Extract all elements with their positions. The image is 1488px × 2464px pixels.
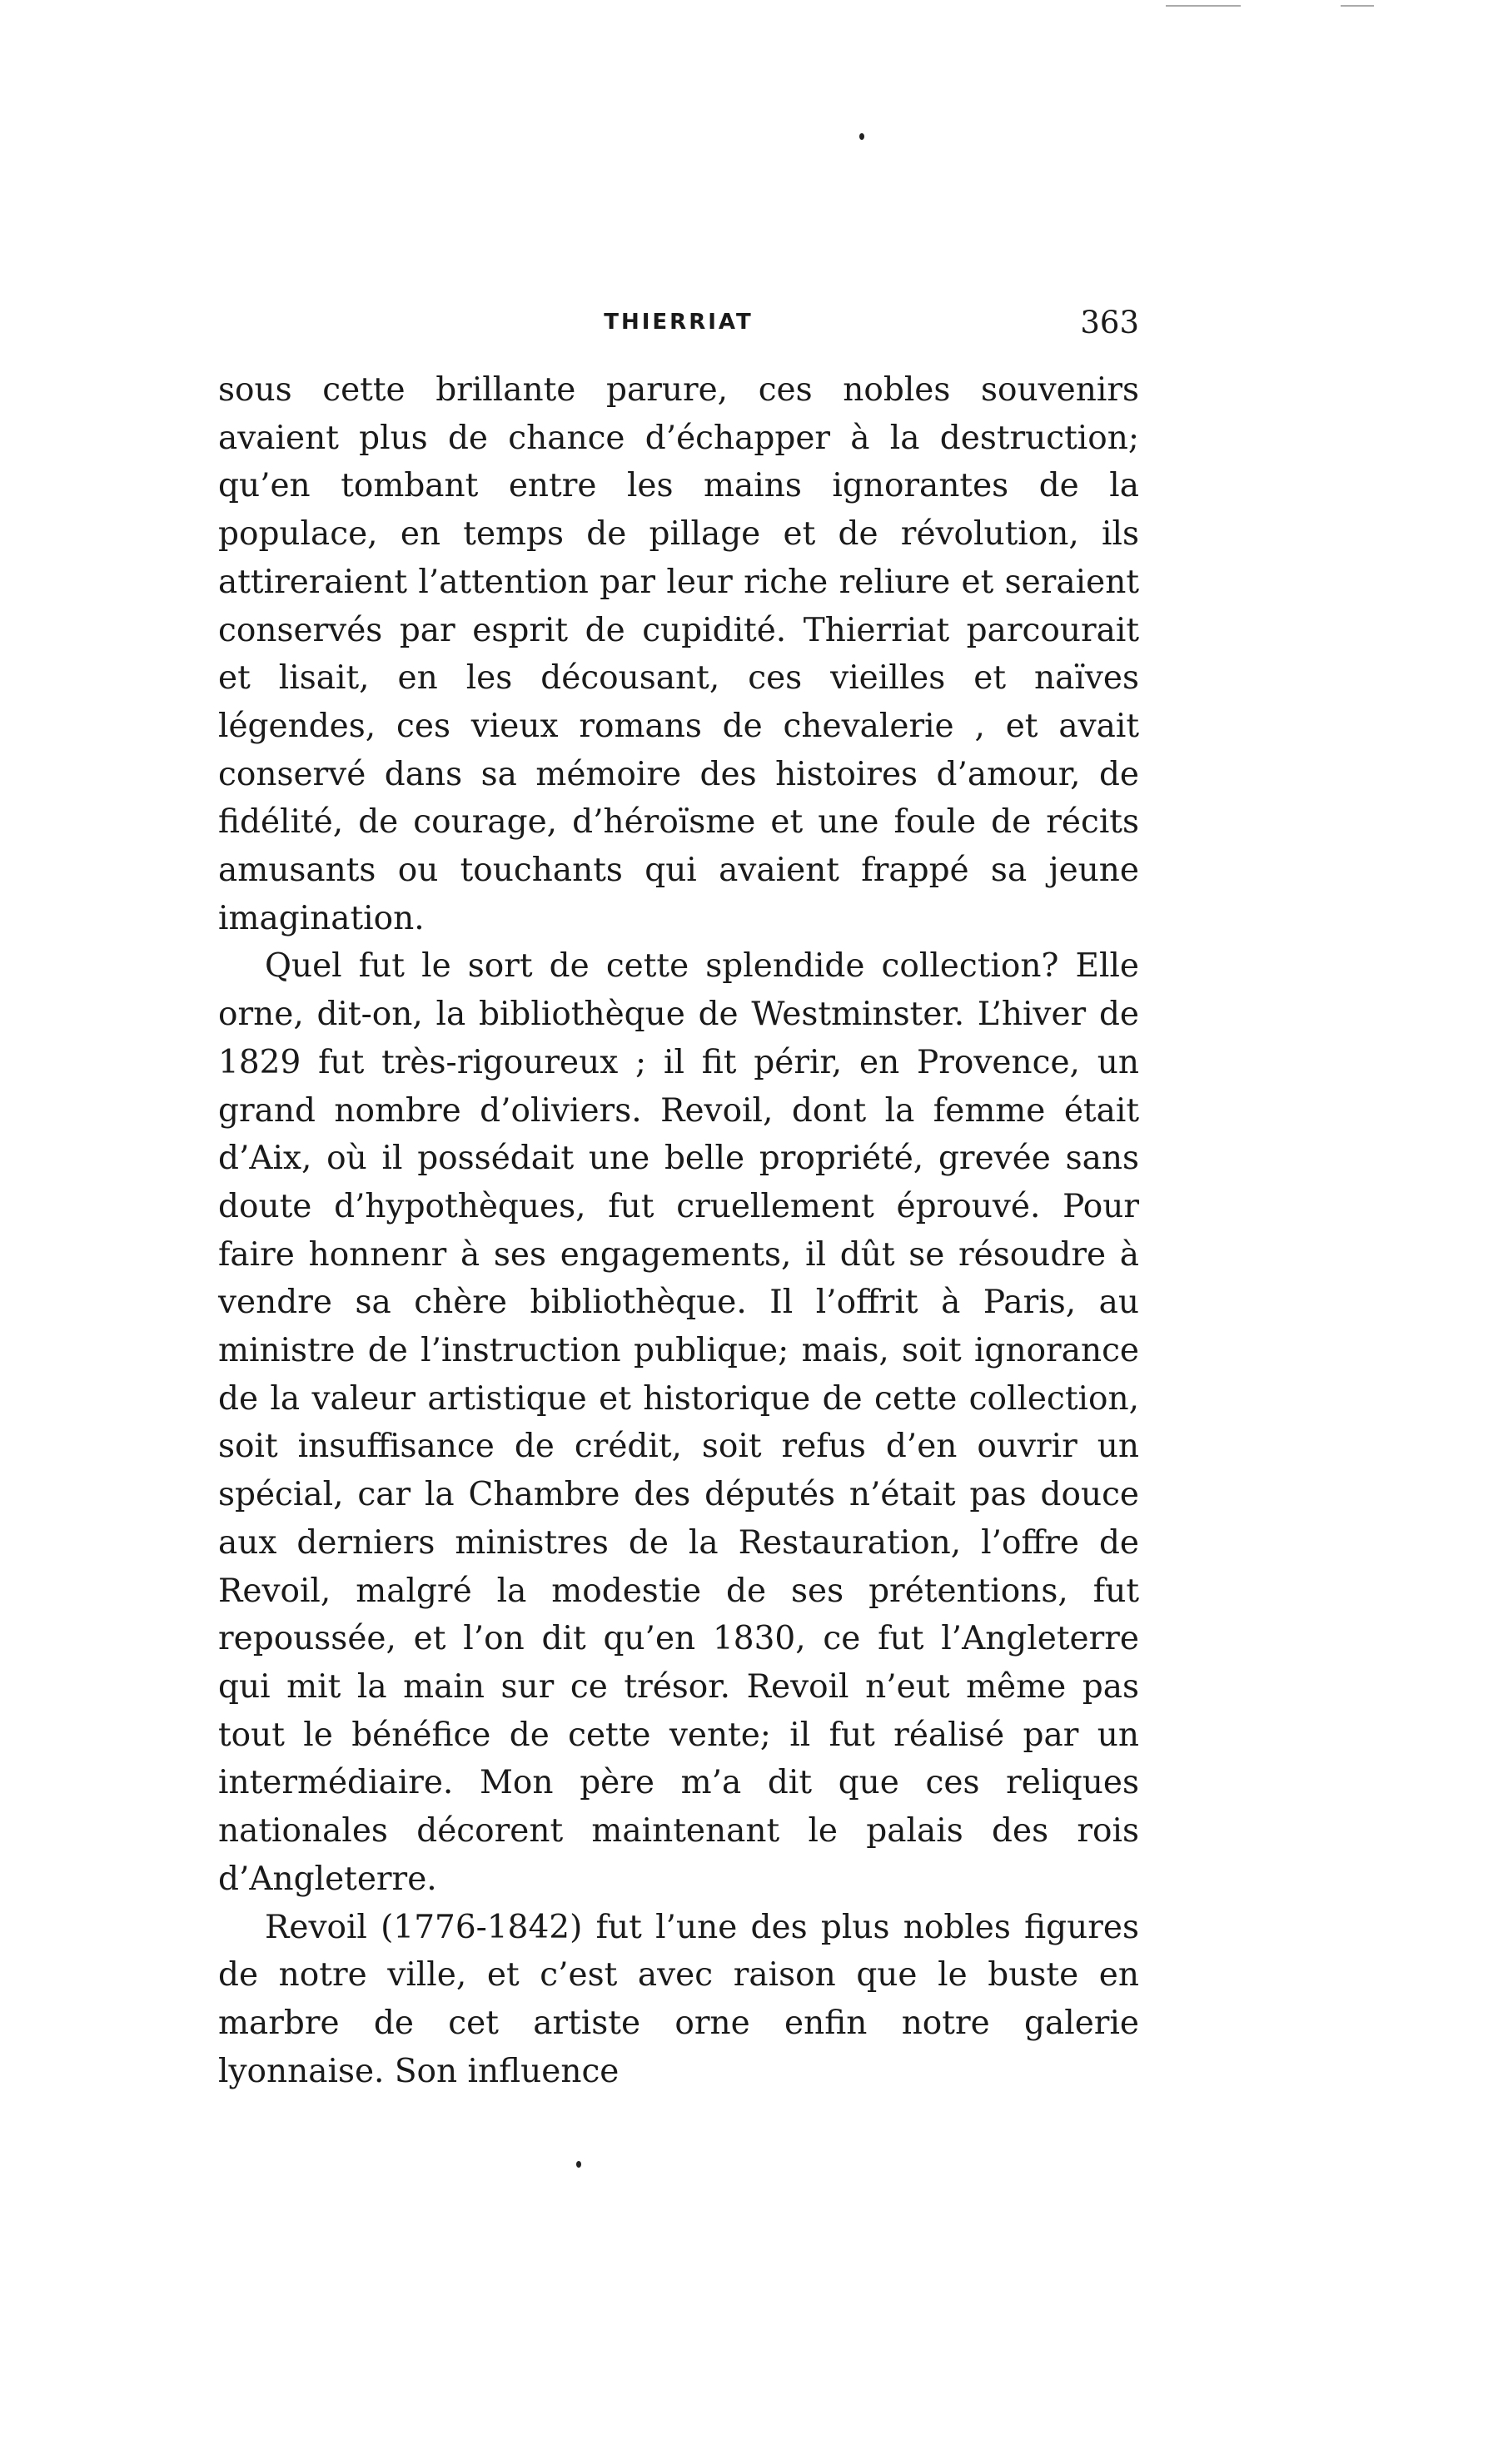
ink-speck: [576, 2161, 581, 2168]
body-text: [218, 366, 1139, 2095]
page-header: [218, 305, 1139, 351]
scan-edge-mark: [1341, 5, 1374, 7]
paragraph: Quel fut le sort de cette splendide collection? Elle orne, dit-on, la bibliothèque de Westminster. L’hiver de 1829 fut très-rigoureux ; il fit périr, en Provence, un grand nombre d’oliviers. Revoil, dont la femme était d’Aix, où il possédait une belle propriété, grevée sans doute d’hypothèques, fut cruellement éprouvé. Pour faire honnenr à ses engagements, il dût se résoudre à vendre sa chère bibliothèque. Il l’offrit à Paris, au ministre de l’instruction publique; mais, soit ignorance de la valeur artistique et historique de cette collection, soit insuffisance de crédit, soit refus d’en ouvrir un spécial, car la Chambre des députés n’était pas douce aux derniers ministres de la Restauration, l’offre de Revoil, malgré la modestie de ses prétentions, fut repoussée, et l’on dit qu’en 1830, ce fut l’Angleterre qui mit la main sur ce trésor. Revoil n’eut même pas tout le bénéfice de cette vente; il fut réalisé par un intermédiaire. Mon père m’a dit que ces reliques nationales décorent maintenant le palais des rois d’Angleterre.: [218, 947, 1139, 1898]
paragraph-continued: sous cette brillante parure, ces nobles souvenirs avaient plus de chance d’échapper à la destruction; qu’en tombant entre les mains ignorantes de la populace, en temps de pillage et de révolution, ils attireraient l’attention par leur riche reliure et seraient conservés par esprit de cupidité. Thierriat parcourait et lisait, en les décousant, ces vieilles et naïves légendes, ces vieux romans de chevalerie , et avait conservé dans sa mémoire des histoires d’amour, de fidélité, de courage, d’héroïsme et une foule de récits amusants ou touchants qui avaient frappé sa jeune imagination.: [218, 371, 1139, 937]
paragraph: Revoil (1776-1842) fut l’une des plus nobles figures de notre ville, et c’est avec raison que le buste en marbre de cet artiste orne enfin notre galerie lyonnaise. Son influence: [218, 1908, 1139, 2090]
ink-speck: [859, 133, 864, 140]
scan-edge-mark: [1166, 5, 1241, 7]
page-number: 363: [1080, 305, 1139, 340]
running-head: THIERRIAT: [604, 310, 754, 335]
